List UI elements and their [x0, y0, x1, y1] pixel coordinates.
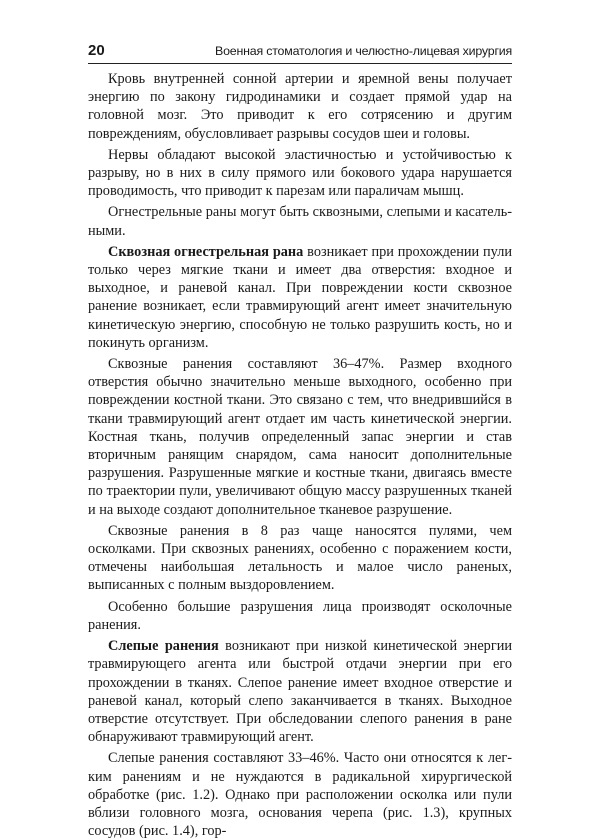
- paragraph: [88, 522, 512, 595]
- paragraph: [88, 637, 512, 746]
- paragraph: [88, 598, 512, 634]
- paragraph-text: возникают при низкой кинетической энергии травмирующего агента или быстрой отдачи энергии при его прохождении в тканях. Слепое ранение имеет входное отверстие и раневой канал, который слепо заканчивается в тканях. Выходное отверстие отсутствует. При обследовании слепого ранения в ране обнаруживают травмирующий агент.: [88, 638, 512, 746]
- term-blind-wound: Слепые ранения: [108, 638, 219, 655]
- paragraph-text: возникает при прохождении пули только через мягкие ткани и имеет два отверстия: входное и выходное, и раневой канал. При повреждении кости сквозное ранение возникает, если травмирующий агент имеет значительную кинетическую энергию, способную не только разрушить кость, но и покинуть организм.: [88, 243, 512, 351]
- paragraph-text: Огнестрельные раны могут быть сквозными, слепыми и касательными.: [88, 204, 512, 239]
- paragraph-text: Нервы обладают высокой эластичностью и устойчивостью к разрыву, но в них в силу прямого или бокового удара нарушается проводимость, что приводит к парезам или параличам мышц.: [88, 146, 512, 200]
- paragraph: [88, 355, 512, 519]
- paragraph: [88, 70, 512, 143]
- paragraph: [88, 243, 512, 352]
- paragraph-text: Сквозные ранения составляют 36–47%. Размер входного отверстия обычно значительно меньше выходного, особенно при повреждении костной ткани. Это связано с тем, что внедрившийся в ткани травмирующий агент отдает им часть кинетической энергии. Костная ткань, получив определенный запас энергии и став вторичным ранящим снарядом, сама наносит дополнительные разрушения. Разрушенные мягкие и костные ткани, двигаясь вместе по траектории пули, увеличивают общую массу разрушенных тканей и на выходе создают дополнительное тканевое разрушение.: [88, 356, 512, 518]
- paragraph: [88, 146, 512, 201]
- body-text: [88, 70, 512, 840]
- paragraph-text: Сквозные ранения в 8 раз чаще наносятся пулями, чем осколками. При сквозных ранениях, особенно с поражением кости, отмечены наибольшая летальность и малое число раненых, выписанных с полным выздоровлением.: [88, 522, 512, 594]
- page-header: [88, 41, 512, 64]
- page-number: 20: [88, 42, 105, 59]
- paragraph: [88, 203, 512, 239]
- paragraph-text: Особенно большие разрушения лица производят осколочные ранения.: [88, 598, 512, 633]
- running-title: Военная стоматология и челюстно-лицевая хирургия: [215, 44, 512, 58]
- paragraph-text: Слепые ранения составляют 33–46%. Часто они относятся к легким ранениям и не нуждаются в радикальной хирургической обработке (рис. 1.2). Однако при расположении осколка или пули вблизи головного мозга, основания черепа (рис. 1.3), крупных сосудов (рис. 1.4), гор-: [88, 750, 512, 840]
- paragraph-text: Кровь внутренней сонной артерии и яремной вены получает энергию по закону гидродинамики и создает прямой удар на головной мозг. Это приводит к его сотрясению и другим повреждениям, обусловливает разрывы сосудов шеи и головы.: [88, 71, 512, 142]
- term-through-wound: Сквозная огнестрельная рана: [108, 243, 304, 260]
- paragraph: [88, 749, 512, 840]
